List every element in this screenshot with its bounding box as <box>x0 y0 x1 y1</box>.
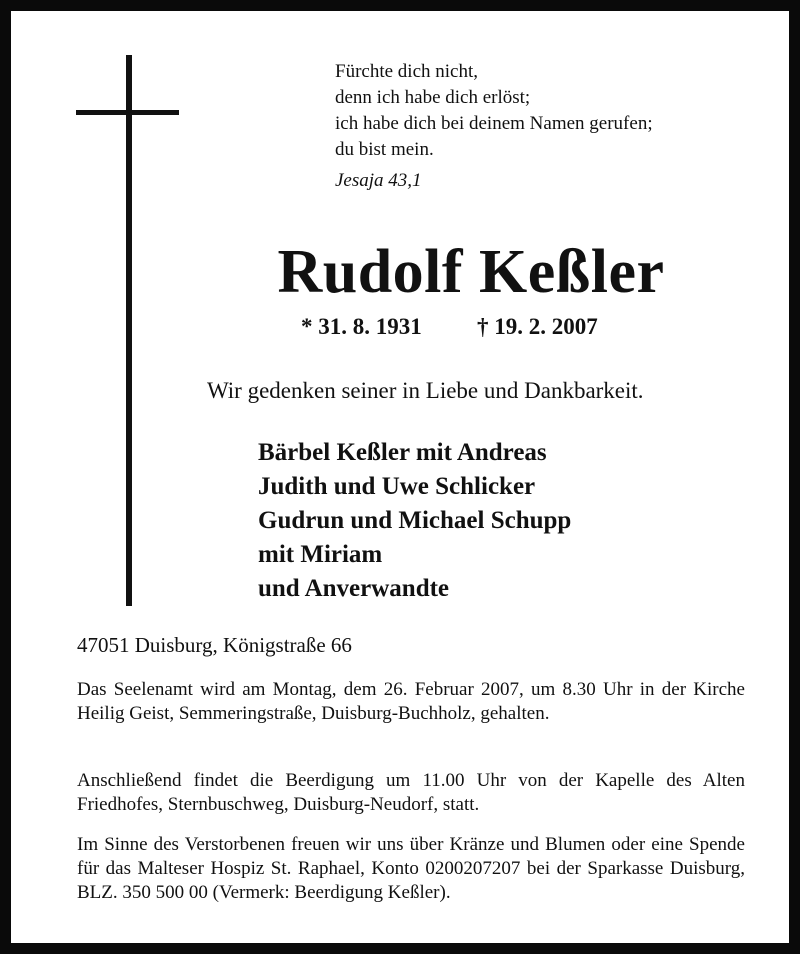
bible-verse <box>335 59 653 163</box>
family-member: mit Miriam <box>258 541 383 568</box>
verse-reference: Jesaja 43,1 <box>335 170 422 191</box>
verse-line: Fürchte dich nicht, <box>335 61 478 82</box>
family-list <box>258 436 571 606</box>
mourning-address: 47051 Duisburg, Königstraße 66 <box>77 633 352 657</box>
requiem-info: Das Seelenamt wird am Montag, dem 26. Februar 2007, um 8.30 Uhr in der Kirche Heilig Geist, Semmeringstraße, Duisburg-Buchholz, gehalten. <box>77 679 745 724</box>
remembrance-line: Wir gedenken seiner in Liebe und Dankbarkeit. <box>207 378 644 403</box>
family-member: und Anverwandte <box>258 575 450 602</box>
family-member: Gudrun und Michael Schupp <box>258 507 572 534</box>
verse-line: du bist mein. <box>335 139 434 160</box>
cross-icon <box>126 55 132 606</box>
burial-info: Anschließend findet die Beerdigung um 11.00 Uhr von der Kapelle des Alten Friedhofes, Sternbuschweg, Duisburg-Neudorf, statt. <box>77 770 745 815</box>
death-date: † 19. 2. 2007 <box>477 314 598 339</box>
verse-line: ich habe dich bei deinem Namen gerufen; <box>335 113 653 134</box>
family-member: Bärbel Keßler mit Andreas <box>258 439 547 466</box>
donation-info: Im Sinne des Verstorbenen freuen wir uns über Kränze und Blumen oder eine Spende für das Malteser Hospiz St. Raphael, Konto 0200207207 bei der Sparkasse Duisburg, BLZ. 350 500 00 (Vermerk: Beerdigung Keßler). <box>77 834 745 903</box>
birth-date: * 31. 8. 1931 <box>301 314 422 339</box>
cross-icon-crossbar <box>76 110 179 115</box>
family-member: Judith und Uwe Schlicker <box>258 473 536 500</box>
deceased-name: Rudolf Keßler <box>277 238 665 306</box>
verse-line: denn ich habe dich erlöst; <box>335 87 531 108</box>
